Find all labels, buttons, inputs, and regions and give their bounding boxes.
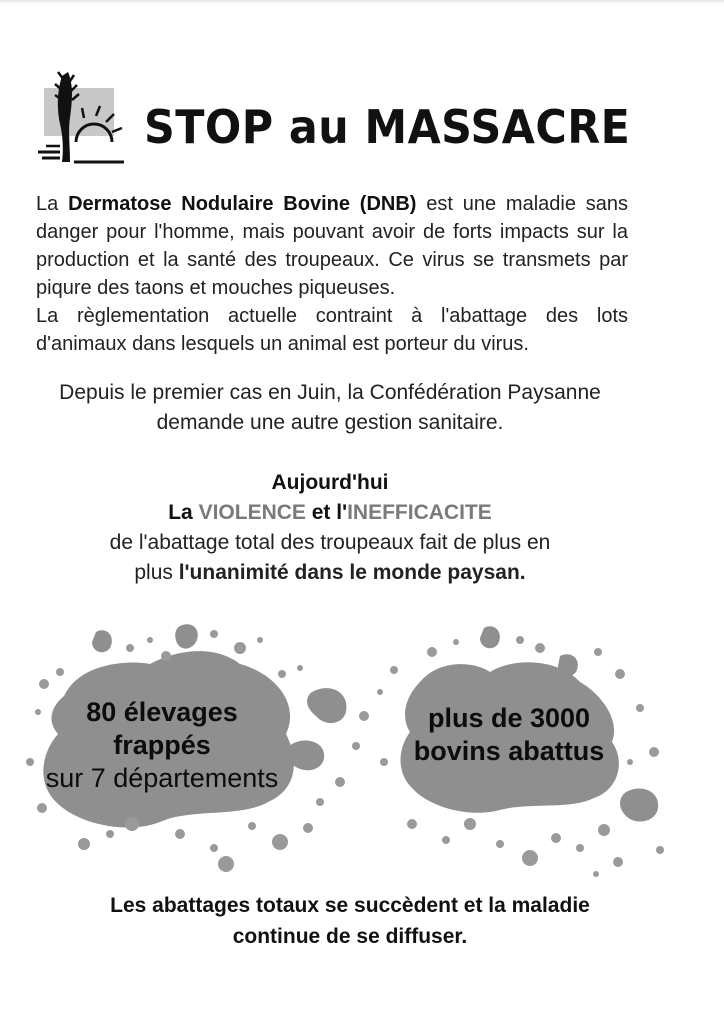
stat-bovins-count: plus de 3000 bbox=[427, 703, 591, 733]
ink-dot bbox=[649, 747, 659, 757]
ink-dot bbox=[272, 834, 288, 850]
ink-blob-small bbox=[620, 789, 658, 822]
ink-blob-small bbox=[480, 626, 500, 648]
intro-paragraph-2: La règlementation actuelle contraint à l'abattage des lots d'animaux dans lesquels un animal est porteur du virus. bbox=[36, 305, 628, 355]
ink-dot bbox=[106, 830, 114, 838]
ink-dot bbox=[125, 817, 139, 831]
intro-text-span: La bbox=[36, 193, 69, 215]
ink-dot bbox=[407, 819, 417, 829]
ink-dot bbox=[147, 637, 153, 643]
since-line: demande une autre gestion sanitaire. bbox=[156, 411, 504, 434]
ink-dot bbox=[496, 840, 504, 848]
closing-line: Les abattages totaux se succèdent et la maladie bbox=[110, 894, 590, 917]
ink-dot bbox=[218, 856, 234, 872]
ink-dot bbox=[598, 824, 610, 836]
today-line-3: de l'abattage total des troupeaux fait de plus en bbox=[109, 531, 551, 554]
ink-dot bbox=[427, 647, 437, 657]
today-text-span: plus bbox=[134, 561, 179, 584]
scan-edge bbox=[0, 0, 724, 4]
ink-dot bbox=[390, 666, 398, 674]
ink-blob-small bbox=[558, 654, 578, 676]
ink-dot bbox=[126, 644, 134, 652]
ink-dot bbox=[175, 829, 185, 839]
ink-dot bbox=[278, 670, 286, 678]
stat-elevages-label: frappés bbox=[113, 730, 211, 760]
ink-dot bbox=[234, 642, 246, 654]
stat-bovins bbox=[390, 702, 628, 768]
stat-bovins-label: bovins abattus bbox=[413, 736, 605, 766]
ink-dot bbox=[594, 648, 602, 656]
today-line-2 bbox=[0, 498, 660, 528]
ink-dot bbox=[78, 838, 90, 850]
ink-dot bbox=[210, 844, 218, 852]
ink-dot bbox=[359, 711, 369, 721]
ink-dot bbox=[613, 857, 623, 867]
ink-dot bbox=[39, 679, 49, 689]
stat-elevages-count: 80 élevages bbox=[86, 697, 238, 727]
since-line: Depuis le premier cas en Juin, la Confédération Paysanne bbox=[59, 381, 601, 404]
ink-dot bbox=[593, 871, 599, 877]
ink-blob-small bbox=[307, 688, 346, 723]
today-text-span: et l' bbox=[305, 501, 348, 524]
ink-dot bbox=[161, 651, 171, 661]
intro-text-span: est une maladie sans danger pour l'homme, mais pouvant avoir de forts impacts sur la production et la santé des troupeaux. Ce virus se transmets par piqure des taons et mouches piqueuses. bbox=[36, 193, 628, 299]
page-title: STOP au MASSACRE bbox=[144, 100, 631, 154]
ink-dot bbox=[516, 636, 524, 644]
disease-name: Dermatose Nodulaire Bovine (DNB) bbox=[68, 193, 417, 215]
ink-dot bbox=[37, 803, 47, 813]
ink-dot bbox=[551, 833, 561, 843]
ink-dot bbox=[257, 637, 263, 643]
unanimity-text: l'unanimité dans le monde paysan. bbox=[178, 561, 526, 584]
today-statement bbox=[0, 468, 660, 588]
ink-dot bbox=[380, 758, 388, 766]
ink-dot bbox=[522, 850, 538, 866]
ink-dot bbox=[352, 742, 360, 750]
ink-dot bbox=[442, 836, 450, 844]
ink-dot bbox=[636, 704, 644, 712]
ink-blob-small bbox=[92, 630, 112, 652]
intro-text bbox=[36, 190, 628, 358]
ink-dot bbox=[377, 689, 383, 695]
today-text-span: La bbox=[168, 501, 199, 524]
ink-dot bbox=[576, 844, 584, 852]
violence-word: VIOLENCE bbox=[198, 501, 306, 524]
peasant-sun-wheat-logo bbox=[34, 66, 126, 166]
ink-dot bbox=[615, 669, 625, 679]
ink-dot bbox=[248, 822, 256, 830]
today-heading: Aujourd'hui bbox=[271, 471, 389, 494]
ink-dot bbox=[453, 639, 459, 645]
intro-paragraph-1 bbox=[36, 190, 628, 302]
ink-dot bbox=[656, 846, 664, 854]
stat-departements: sur 7 départements bbox=[45, 763, 279, 793]
closing-line: continue de se diffuser. bbox=[232, 925, 468, 948]
ink-dot bbox=[335, 777, 345, 787]
inefficacite-word: INEFFICACITE bbox=[347, 501, 492, 524]
ink-dot bbox=[56, 668, 64, 676]
ink-dot bbox=[297, 665, 303, 671]
ink-blob-small bbox=[175, 624, 198, 648]
since-statement bbox=[0, 378, 660, 438]
stat-elevages bbox=[26, 696, 298, 795]
ink-dot bbox=[464, 818, 476, 830]
ink-dot bbox=[210, 630, 218, 638]
ink-dot bbox=[303, 823, 313, 833]
ink-dot bbox=[535, 643, 545, 653]
closing-statement bbox=[40, 890, 660, 952]
ink-dot bbox=[316, 798, 324, 806]
today-line-4 bbox=[0, 558, 660, 588]
